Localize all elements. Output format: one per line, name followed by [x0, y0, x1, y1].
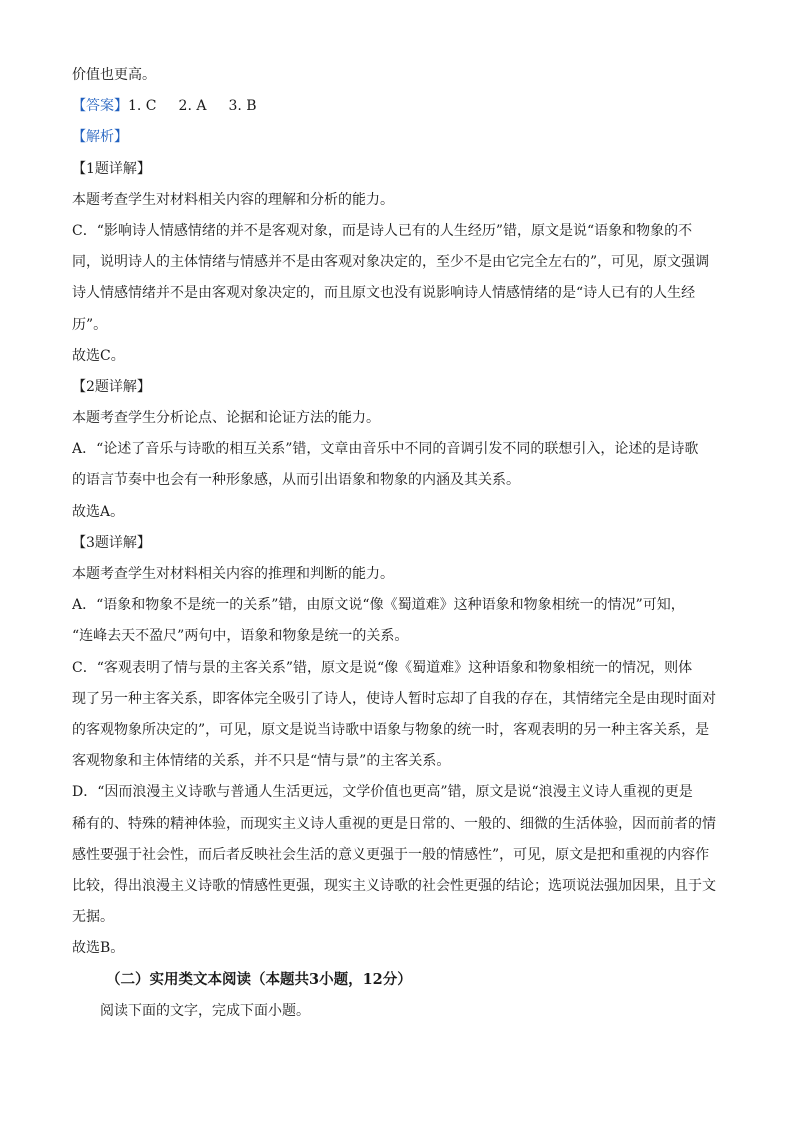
text-line: 的客观物象所决定的”，可见，原文是说当诗歌中语象与物象的统一时，客观表明的另一种主客关系，是	[72, 721, 710, 738]
answer-tag: 【答案】	[72, 98, 128, 115]
text-line: 本题考查学生对材料相关内容的理解和分析的能力。	[72, 191, 394, 208]
text-line: C．“影响诗人情感情绪的并不是客观对象，而是诗人已有的人生经历”错，原文是说“语象和物象的不	[72, 222, 693, 239]
analysis-tag: 【解析】	[72, 129, 128, 146]
text-line: “连峰去天不盈尺”两句中，语象和物象是统一的关系。	[72, 628, 409, 645]
choice-line: 故选A。	[72, 503, 125, 520]
text-line: 同，说明诗人的主体情绪与情感并不是由客观对象决定的，至少不是由它完全左右的”，可见，原文强调	[72, 254, 710, 271]
text-line: 客观物象和主体情绪的关系，并不只是“情与景”的主客关系。	[72, 753, 451, 770]
answer-line	[72, 91, 722, 122]
text-line: A．“语象和物象不是统一的关系”错，由原文说“像《蜀道难》这种语象和物象相统一的情况”可知，	[72, 597, 685, 614]
text-line: 无据。	[72, 909, 114, 926]
text-line: 本题考查学生对材料相关内容的推理和判断的能力。	[72, 566, 394, 582]
text-line: 本题考查学生分析论点、论据和论证方法的能力。	[72, 410, 380, 427]
choice-line: 故选B。	[72, 940, 125, 957]
text-line: 现了另一种主客关系，即客体完全吸引了诗人，使诗人暂时忘却了自我的存在，其情绪完全是由现时面对	[72, 690, 716, 707]
section-title: （二）实用类文本阅读（本题共3小题，12分）	[106, 971, 412, 989]
choice-line: 故选C。	[72, 347, 125, 364]
q3-heading: 【3题详解】	[72, 534, 151, 551]
text-line: C．“客观表明了情与景的主客关系”错，原文是说“像《蜀道难》这种语象和物象相统一的情况，则体	[72, 659, 693, 676]
q2-heading: 【2题详解】	[72, 378, 151, 395]
text-line: 诗人情感情绪并不是由客观对象决定的，而且原文也没有说影响诗人情感情绪的是“诗人已有的人生经	[72, 285, 696, 302]
answer-3: 3. B	[228, 98, 257, 115]
text-line: 比较，得出浪漫主义诗歌的情感性更强，现实主义诗歌的社会性更强的结论；选项说法强加因果，且于文	[72, 877, 716, 894]
text-line: 稀有的、特殊的精神体验，而现实主义诗人重视的更是日常的、一般的、细微的生活体验，因而前者的情	[72, 815, 716, 832]
text-line: 价值也更高。	[72, 67, 156, 83]
answer-2: 2. A	[178, 98, 207, 115]
text-line: 历”。	[72, 316, 108, 333]
text-line: 感性要强于社会性，而后者反映社会生活的意义更强于一般的情感性”，可见，原文是把和重视的内容作	[72, 846, 710, 863]
q1-heading: 【1题详解】	[72, 160, 151, 177]
answer-1: 1. C	[128, 98, 157, 115]
text-line: D．“因而浪漫主义诗歌与普通人生活更远，文学价值也更高”错，原文是说“浪漫主义诗人重视的更是	[72, 784, 693, 801]
text-line: A．“论述了音乐与诗歌的相互关系”错，文章由音乐中不同的音调引发不同的联想引入，论述的是诗歌	[72, 441, 699, 458]
document-page	[72, 60, 722, 1027]
instruction-line: 阅读下面的文字，完成下面小题。	[100, 1002, 310, 1019]
text-line: 的语言节奏中也会有一种形象感，从而引出语象和物象的内涵及其关系。	[72, 472, 520, 489]
